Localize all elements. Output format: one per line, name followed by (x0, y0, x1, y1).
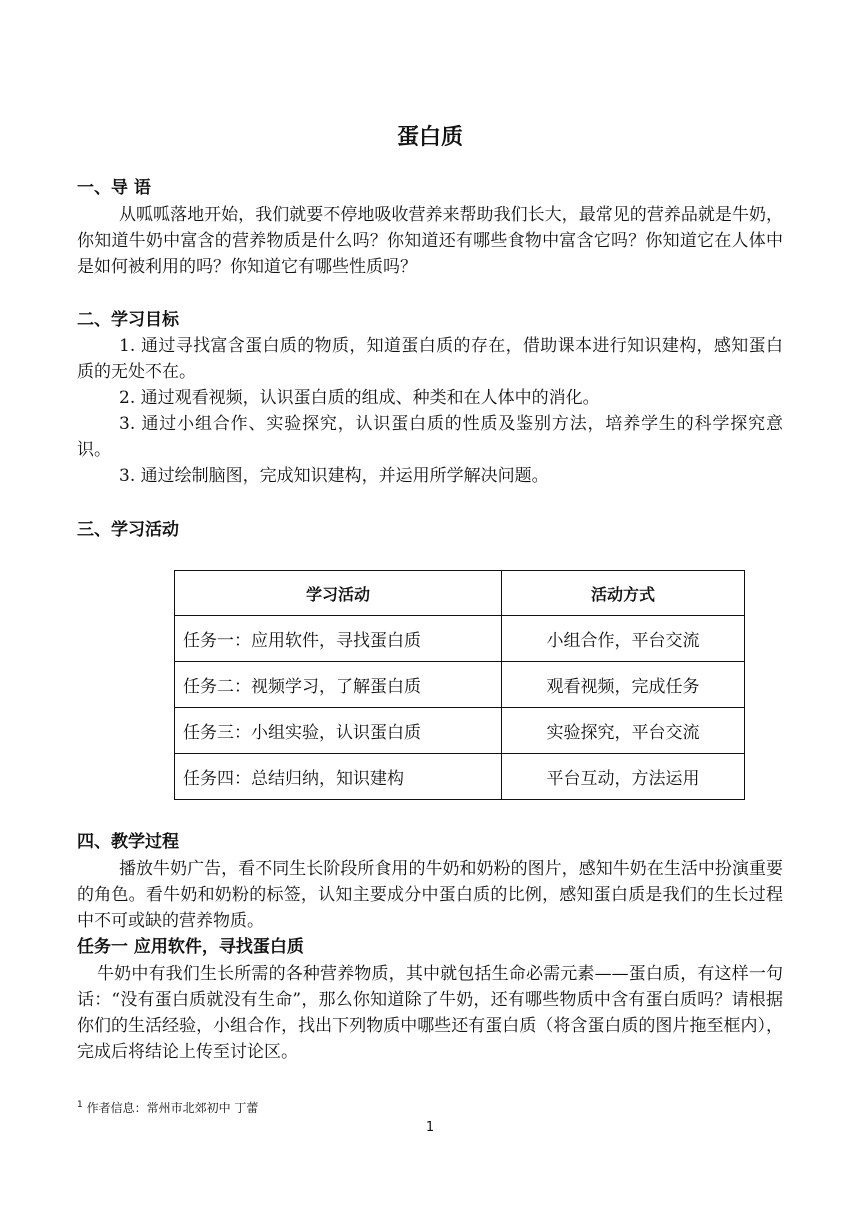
process-paragraph: 播放牛奶广告，看不同生长阶段所食用的牛奶和奶粉的图片，感知牛奶在生活中扮演重要的角色。看牛奶和奶粉的标签，认知主要成分中蛋白质的比例，感知蛋白质是我们的生长过程中不可或缺的营养物质。 (77, 859, 783, 931)
table-cell: 观看视频，完成任务 (502, 662, 745, 708)
table-cell: 任务四：总结归纳，知识建构 (175, 754, 502, 800)
table-row (175, 754, 745, 800)
table-cell: 小组合作，平台交流 (502, 616, 745, 662)
objective-item: 2. 通过观看视频，认识蛋白质的组成、种类和在人体中的消化。 (119, 388, 600, 408)
table-header-cell: 活动方式 (502, 571, 745, 616)
page-title: 蛋白质 (396, 125, 463, 150)
footnote-marker: 1 (77, 1100, 83, 1110)
table-cell: 平台互动，方法运用 (502, 754, 745, 800)
section-heading-intro: 一、导 语 (77, 178, 151, 198)
table-row (175, 662, 745, 708)
table-header-cell: 学习活动 (175, 571, 502, 616)
table-cell: 任务三：小组实验，认识蛋白质 (175, 708, 502, 754)
objective-item: 1. 通过寻找富含蛋白质的物质，知道蛋白质的存在，借助课本进行知识建构，感知蛋白质的无处不在。 (77, 336, 783, 382)
section-heading-objectives: 二、学习目标 (77, 310, 179, 330)
footnote-text: 作者信息：常州市北郊初中 丁蕾 (86, 1101, 259, 1115)
section-heading-activities: 三、学习活动 (77, 520, 179, 540)
task1-paragraph: 牛奶中有我们生长所需的各种营养物质，其中就包括生命必需元素——蛋白质，有这样一句话：“没有蛋白质就没有生命”，那么你知道除了牛奶，还有哪些物质中含有蛋白质吗？请根据你们的生活经验，小组合作，找出下列物质中哪些还有蛋白质（将含蛋白质的图片拖至框内），完成后将结论上传至讨论区。 (77, 964, 783, 1062)
table-header-row (175, 571, 745, 616)
table-cell: 实验探究，平台交流 (502, 708, 745, 754)
table-row (175, 616, 745, 662)
task1-heading: 任务一 应用软件，寻找蛋白质 (77, 937, 304, 957)
section-heading-process: 四、教学过程 (77, 832, 179, 852)
objective-item: 3. 通过小组合作、实验探究，认识蛋白质的性质及鉴别方法，培养学生的科学探究意识。 (77, 414, 783, 460)
activities-table (174, 570, 745, 800)
objective-item: 3. 通过绘制脑图，完成知识建构，并运用所学解决问题。 (119, 466, 549, 486)
table-cell: 任务二：视频学习，了解蛋白质 (175, 662, 502, 708)
footnote (77, 1099, 258, 1116)
table-row (175, 708, 745, 754)
table-cell: 任务一：应用软件，寻找蛋白质 (175, 616, 502, 662)
intro-paragraph: 从呱呱落地开始，我们就要不停地吸收营养来帮助我们长大，最常见的营养品就是牛奶，你知道牛奶中富含的营养物质是什么吗？你知道还有哪些食物中富含它吗？你知道它在人体中是如何被利用的吗？你知道它有哪些性质吗？ (77, 205, 783, 277)
page-number: 1 (425, 1120, 435, 1135)
